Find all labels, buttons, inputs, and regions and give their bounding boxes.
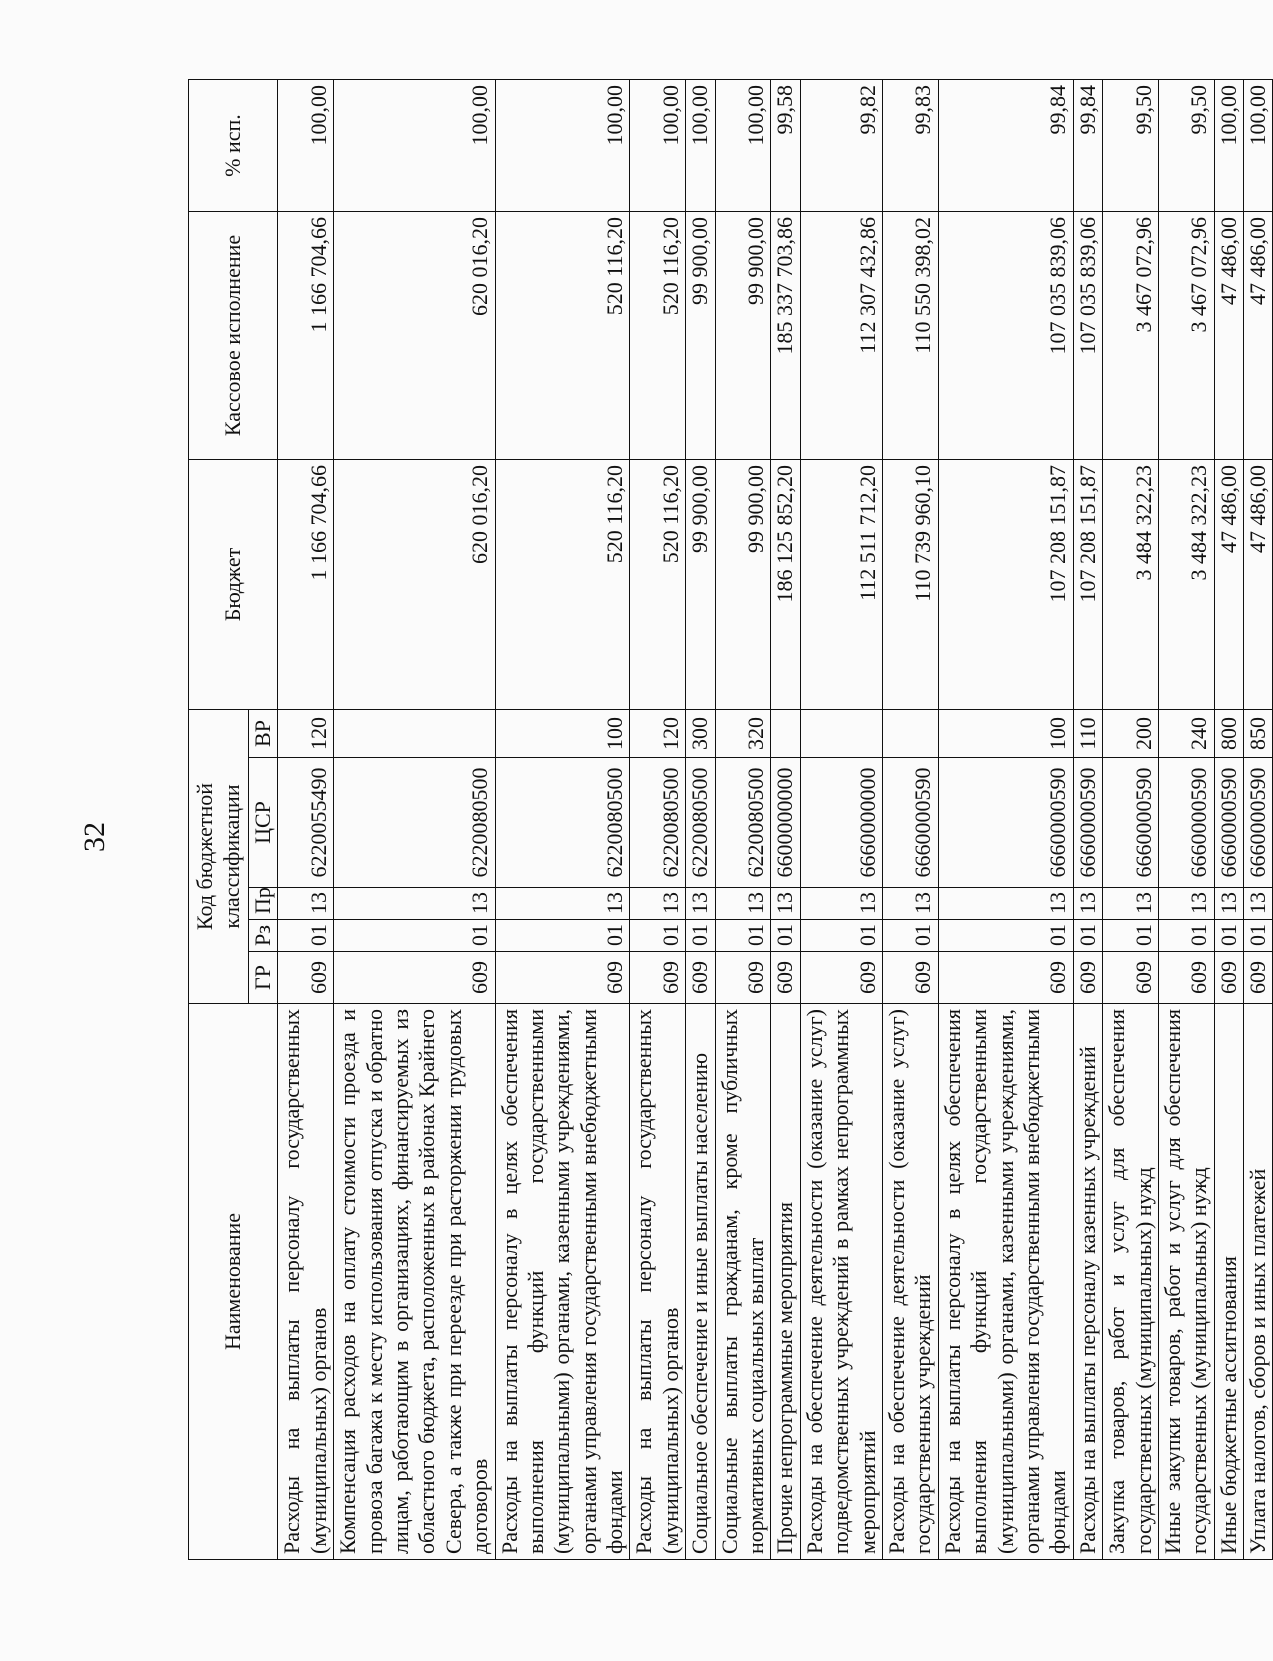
table-row bbox=[1103, 80, 1159, 1560]
row-gr: 609 bbox=[882, 952, 938, 1004]
header-csr: ЦСР bbox=[249, 758, 278, 888]
row-pr: 13 bbox=[1244, 888, 1273, 920]
header-pct: % исп. bbox=[189, 80, 278, 212]
row-budget: 112 511 712,20 bbox=[800, 460, 882, 710]
row-csr: 6220080500 bbox=[334, 758, 495, 888]
row-pr: 13 bbox=[800, 888, 882, 920]
row-pr: 13 bbox=[938, 888, 1073, 920]
row-cash: 520 116,20 bbox=[630, 212, 686, 460]
row-name: Социальные выплаты гражданам, кроме публичных нормативных социальных выплат bbox=[715, 1004, 771, 1560]
row-vr: 100 bbox=[495, 710, 630, 758]
row-gr: 609 bbox=[495, 952, 630, 1004]
row-gr: 609 bbox=[1244, 952, 1273, 1004]
row-gr: 609 bbox=[938, 952, 1073, 1004]
row-name: Расходы на выплаты персоналу государственных (муниципальных) органов bbox=[278, 1004, 334, 1560]
row-rz: 01 bbox=[495, 920, 630, 952]
row-cash: 110 550 398,02 bbox=[882, 212, 938, 460]
row-vr: 120 bbox=[278, 710, 334, 758]
row-csr: 6220080500 bbox=[630, 758, 686, 888]
row-gr: 609 bbox=[771, 952, 800, 1004]
row-csr: 6660000000 bbox=[800, 758, 882, 888]
row-pr: 13 bbox=[495, 888, 630, 920]
table-row bbox=[334, 80, 495, 1560]
row-gr: 609 bbox=[1214, 952, 1243, 1004]
row-pct: 99,82 bbox=[800, 80, 882, 212]
row-pct: 99,83 bbox=[882, 80, 938, 212]
row-name: Расходы на обеспечение деятельности (оказание услуг) государственных учреждений bbox=[882, 1004, 938, 1560]
row-pct: 99,58 bbox=[771, 80, 800, 212]
row-budget: 520 116,20 bbox=[495, 460, 630, 710]
row-budget: 107 208 151,87 bbox=[1073, 460, 1102, 710]
row-budget: 620 016,20 bbox=[334, 460, 495, 710]
row-pct: 99,84 bbox=[1073, 80, 1102, 212]
row-cash: 99 900,00 bbox=[686, 212, 715, 460]
row-rz: 01 bbox=[1073, 920, 1102, 952]
table-row bbox=[630, 80, 686, 1560]
row-cash: 112 307 432,86 bbox=[800, 212, 882, 460]
row-vr: 240 bbox=[1158, 710, 1214, 758]
row-name: Иные закупки товаров, работ и услуг для обеспечения государственных (муниципальных) нужд bbox=[1158, 1004, 1214, 1560]
row-budget: 99 900,00 bbox=[715, 460, 771, 710]
row-csr: 6220080500 bbox=[495, 758, 630, 888]
row-pr: 13 bbox=[278, 888, 334, 920]
row-cash: 520 116,20 bbox=[495, 212, 630, 460]
row-gr: 609 bbox=[1073, 952, 1102, 1004]
row-vr: 200 bbox=[1103, 710, 1159, 758]
row-budget: 1 166 704,66 bbox=[278, 460, 334, 710]
row-pr: 13 bbox=[882, 888, 938, 920]
row-gr: 609 bbox=[630, 952, 686, 1004]
row-gr: 609 bbox=[686, 952, 715, 1004]
row-pr: 13 bbox=[1073, 888, 1102, 920]
row-csr: 6660000590 bbox=[1158, 758, 1214, 888]
header-pr: Пр bbox=[249, 888, 278, 920]
row-budget: 47 486,00 bbox=[1244, 460, 1273, 710]
table-row bbox=[771, 80, 800, 1560]
row-pr: 13 bbox=[1214, 888, 1243, 920]
row-budget: 99 900,00 bbox=[686, 460, 715, 710]
row-name: Расходы на выплаты персоналу казенных учреждений bbox=[1073, 1004, 1102, 1560]
page-number: 32 bbox=[78, 822, 111, 852]
row-name: Расходы на обеспечение деятельности (оказание услуг) подведомственных учреждений в рамках непрограммных мероприятий bbox=[800, 1004, 882, 1560]
row-gr: 609 bbox=[1103, 952, 1159, 1004]
header-code-group: Код бюджетной классификации bbox=[189, 710, 249, 1004]
row-rz: 01 bbox=[278, 920, 334, 952]
row-name: Иные бюджетные ассигнования bbox=[1214, 1004, 1243, 1560]
row-cash: 107 035 839,06 bbox=[938, 212, 1073, 460]
row-budget: 47 486,00 bbox=[1214, 460, 1243, 710]
row-budget: 110 739 960,10 bbox=[882, 460, 938, 710]
row-pr: 13 bbox=[1158, 888, 1214, 920]
row-rz: 01 bbox=[1158, 920, 1214, 952]
row-pr: 13 bbox=[630, 888, 686, 920]
row-pct: 100,00 bbox=[495, 80, 630, 212]
row-name: Расходы на выплаты персоналу в целях обеспечения выполнения функций государственными (муниципальными) органами, казенными учреждениями, органами управления государственными внебюджетными фондами bbox=[495, 1004, 630, 1560]
header-cash: Кассовое исполнение bbox=[189, 212, 278, 460]
row-rz: 01 bbox=[882, 920, 938, 952]
table-row bbox=[1073, 80, 1102, 1560]
row-pct: 100,00 bbox=[686, 80, 715, 212]
table-row bbox=[938, 80, 1073, 1560]
row-pr: 13 bbox=[715, 888, 771, 920]
row-rz: 01 bbox=[630, 920, 686, 952]
table-row bbox=[715, 80, 771, 1560]
row-vr: 120 bbox=[630, 710, 686, 758]
row-pct: 99,50 bbox=[1103, 80, 1159, 212]
row-gr: 609 bbox=[278, 952, 334, 1004]
row-rz: 01 bbox=[1214, 920, 1243, 952]
row-rz: 01 bbox=[715, 920, 771, 952]
row-csr: 6660000590 bbox=[882, 758, 938, 888]
header-rz: Рз bbox=[249, 920, 278, 952]
row-budget: 107 208 151,87 bbox=[938, 460, 1073, 710]
row-pr: 13 bbox=[771, 888, 800, 920]
row-pct: 100,00 bbox=[630, 80, 686, 212]
row-name: Расходы на выплаты персоналу в целях обеспечения выполнения функций государственными (муниципальными) органами, казенными учреждениями, органами управления государственными внебюджетными фондами bbox=[938, 1004, 1073, 1560]
row-pct: 100,00 bbox=[1244, 80, 1273, 212]
row-rz: 01 bbox=[1103, 920, 1159, 952]
row-pct: 99,84 bbox=[938, 80, 1073, 212]
row-pct: 100,00 bbox=[334, 80, 495, 212]
header-budget: Бюджет bbox=[189, 460, 278, 710]
row-csr: 6220080500 bbox=[715, 758, 771, 888]
table-row bbox=[882, 80, 938, 1560]
table-row bbox=[800, 80, 882, 1560]
row-cash: 3 467 072,96 bbox=[1158, 212, 1214, 460]
row-budget: 3 484 322,23 bbox=[1158, 460, 1214, 710]
row-csr: 6600000000 bbox=[771, 758, 800, 888]
row-vr: 800 bbox=[1214, 710, 1243, 758]
row-cash: 185 337 703,86 bbox=[771, 212, 800, 460]
row-csr: 6660000590 bbox=[938, 758, 1073, 888]
row-budget: 186 125 852,20 bbox=[771, 460, 800, 710]
row-name: Уплата налогов, сборов и иных платежей bbox=[1244, 1004, 1273, 1560]
row-vr: 100 bbox=[938, 710, 1073, 758]
row-vr bbox=[334, 710, 495, 758]
row-name: Расходы на выплаты персоналу государственных (муниципальных) органов bbox=[630, 1004, 686, 1560]
row-budget: 3 484 322,23 bbox=[1103, 460, 1159, 710]
row-csr: 6660000590 bbox=[1073, 758, 1102, 888]
header-vr: ВР bbox=[249, 710, 278, 758]
row-gr: 609 bbox=[1158, 952, 1214, 1004]
row-vr bbox=[882, 710, 938, 758]
row-cash: 107 035 839,06 bbox=[1073, 212, 1102, 460]
row-pr: 13 bbox=[1103, 888, 1159, 920]
table-row bbox=[1244, 80, 1273, 1560]
row-pct: 100,00 bbox=[278, 80, 334, 212]
row-csr: 6660000590 bbox=[1244, 758, 1273, 888]
header-name: Наименование bbox=[189, 1004, 278, 1560]
row-cash: 99 900,00 bbox=[715, 212, 771, 460]
row-rz: 01 bbox=[938, 920, 1073, 952]
row-gr: 609 bbox=[715, 952, 771, 1004]
row-cash: 3 467 072,96 bbox=[1103, 212, 1159, 460]
row-gr: 609 bbox=[334, 952, 495, 1004]
table-row bbox=[1158, 80, 1214, 1560]
row-pr: 13 bbox=[686, 888, 715, 920]
row-vr: 320 bbox=[715, 710, 771, 758]
table-row bbox=[495, 80, 630, 1560]
row-vr: 850 bbox=[1244, 710, 1273, 758]
rotated-table-container bbox=[188, 80, 1271, 1560]
row-vr: 300 bbox=[686, 710, 715, 758]
row-pct: 100,00 bbox=[1214, 80, 1243, 212]
table-row bbox=[1214, 80, 1243, 1560]
row-pct: 99,50 bbox=[1158, 80, 1214, 212]
row-vr bbox=[771, 710, 800, 758]
row-cash: 1 166 704,66 bbox=[278, 212, 334, 460]
row-rz: 01 bbox=[1244, 920, 1273, 952]
row-csr: 6660000590 bbox=[1103, 758, 1159, 888]
row-rz: 01 bbox=[800, 920, 882, 952]
row-name: Прочие непрограммные мероприятия bbox=[771, 1004, 800, 1560]
row-cash: 47 486,00 bbox=[1214, 212, 1243, 460]
row-rz: 01 bbox=[334, 920, 495, 952]
row-rz: 01 bbox=[686, 920, 715, 952]
row-gr: 609 bbox=[800, 952, 882, 1004]
row-name: Закупка товаров, работ и услуг для обеспечения государственных (муниципальных) нужд bbox=[1103, 1004, 1159, 1560]
row-pct: 100,00 bbox=[715, 80, 771, 212]
row-rz: 01 bbox=[771, 920, 800, 952]
row-cash: 47 486,00 bbox=[1244, 212, 1273, 460]
table-row bbox=[278, 80, 334, 1560]
row-csr: 6660000590 bbox=[1214, 758, 1243, 888]
row-cash: 620 016,20 bbox=[334, 212, 495, 460]
row-name: Компенсация расходов на оплату стоимости проезда и провоза багажа к месту использования отпуска и обратно лицам, работающим в организациях, финансируемых из областного бюджета, расположенных в районах Крайнего Севера, а также при переезде при расторжении трудовых договоров bbox=[334, 1004, 495, 1560]
row-vr: 110 bbox=[1073, 710, 1102, 758]
budget-table bbox=[188, 79, 1273, 1560]
row-budget: 520 116,20 bbox=[630, 460, 686, 710]
row-csr: 6220055490 bbox=[278, 758, 334, 888]
row-vr bbox=[800, 710, 882, 758]
table-row bbox=[686, 80, 715, 1560]
header-gr: ГР bbox=[249, 952, 278, 1004]
row-name: Социальное обеспечение и иные выплаты населению bbox=[686, 1004, 715, 1560]
row-pr: 13 bbox=[334, 888, 495, 920]
table-body bbox=[278, 80, 1273, 1560]
row-csr: 6220080500 bbox=[686, 758, 715, 888]
